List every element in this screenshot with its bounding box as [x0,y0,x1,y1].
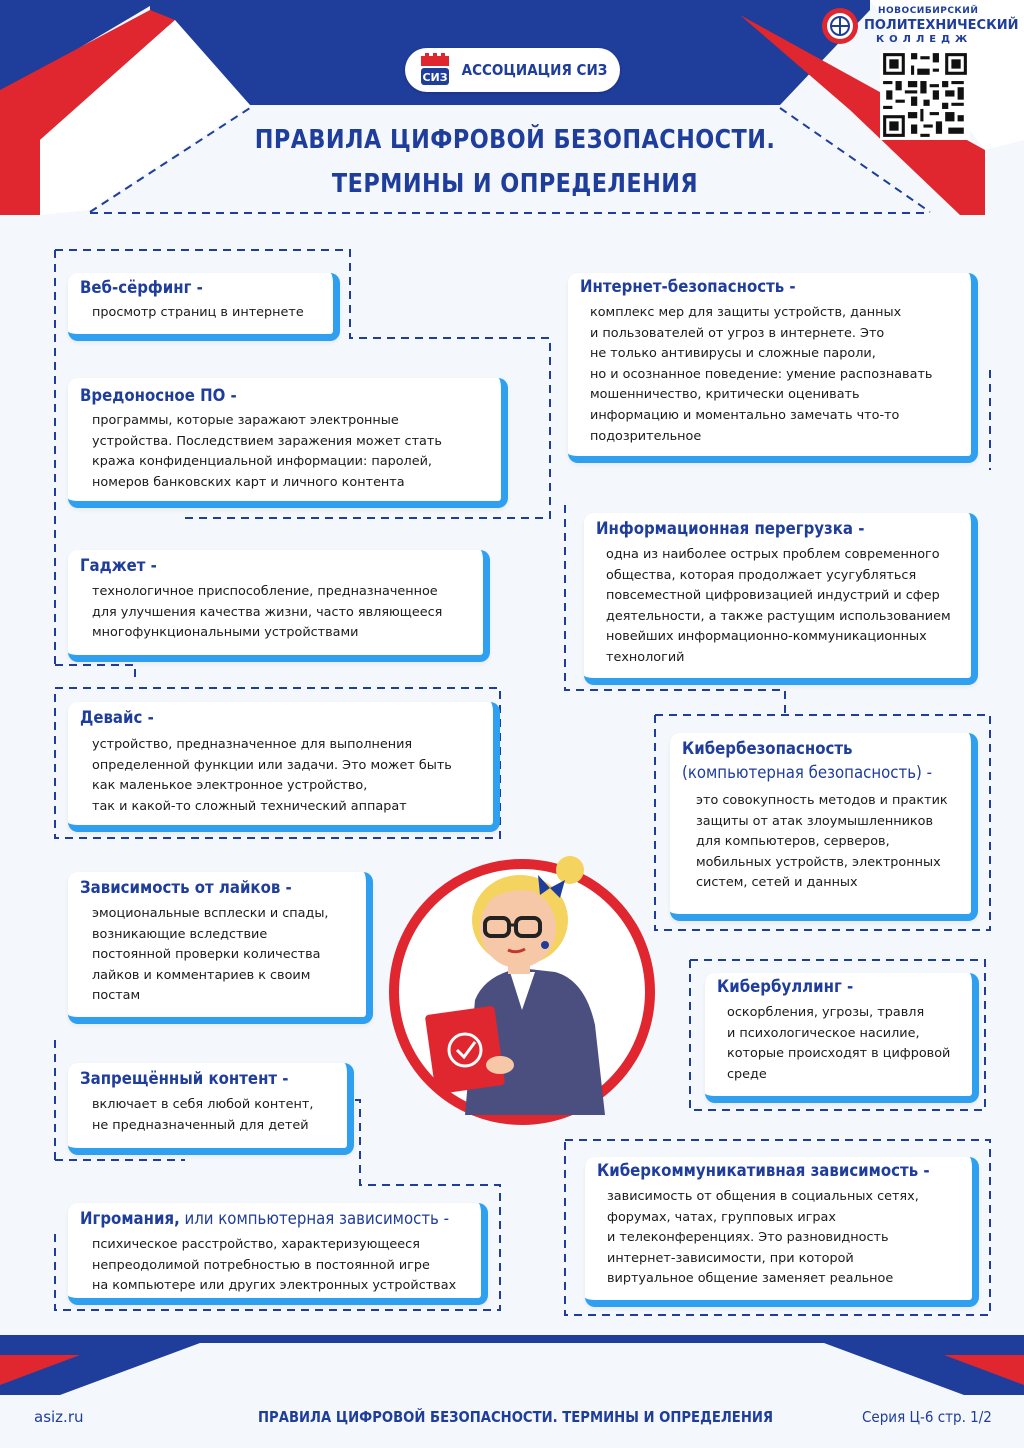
card-cybercommunication-addiction [585,1157,979,1307]
term-definition: программы, которые заражают электронные устройства. Последствием заражения может стать кража конфиденциальной информации: паролей, номеров банковских карт и личного контента [92,413,442,490]
term-definition: зависимость от общения в социальных сетях, форумах, чатах, групповых играх и телеконференциях. Это разновидность интернет-зависимости, при которой виртуальное общение заменяет реальное [607,1189,919,1287]
term-title: Информационная перегрузка - [596,519,865,539]
term-title: Кибербезопасность [682,739,853,759]
college-line-1: НОВОСИБИРСКИЙ [878,6,979,16]
card-gadget [68,550,490,662]
title-line-2: ТЕРМИНЫ И ОПРЕДЕЛЕНИЯ [331,169,699,199]
card-cybersecurity [670,733,978,921]
term-title: Зависимость от лайков - [80,878,292,898]
card-web-surfing [68,273,340,341]
term-title: Запрещённый контент - [80,1069,289,1089]
term-definition: комплекс мер для защиты устройств, данных и пользователей от угроз в интернете. Это не только антивирусы и сложные пароли, но и осознанное поведение: умение распознавать мошенничество, критически оценивать информацию и моментально замечать что-то подозрительное [590,305,933,444]
card-like-addiction [68,872,373,1024]
card-information-overload [584,513,978,685]
term-definition: одна из наиболее острых проблем современного общества, которая продолжает усугубляться повсеместной цифровизацией индустрий и сфер деятельности, а также растущим использованием новейших информационно-коммуникационных технологий [606,547,951,665]
college-line-3: КОЛЛЕДЖ [876,34,973,45]
term-title: Кибербуллинг - [717,977,854,997]
college-line-2: ПОЛИТЕХНИЧЕСКИЙ [864,18,1019,33]
teacher-illustration-icon [380,850,665,1135]
term-definition: устройство, предназначенное для выполнения определенной функции или задачи. Это может быть как маленькое электронное устройство, так и какой-то сложный технический аппарат [92,737,452,814]
footer-title: ПРАВИЛА ЦИФРОВОЙ БЕЗОПАСНОСТИ. ТЕРМИНЫ И ОПРЕДЕЛЕНИЯ [258,1408,774,1426]
term-definition: оскорбления, угрозы, травля и психологическое насилие, которые происходят в цифровой среде [727,1005,951,1082]
card-device [68,702,500,832]
term-title: Девайс - [80,708,154,728]
term-definition: эмоциональные всплески и спады, возникающие вследствие постоянной проверки количества лайков и комментариев к своим постам [92,906,329,1004]
card-malware [68,378,508,508]
term-definition: технологичное приспособление, предназначенное для улучшения качества жизни, часто являющееся многофункциональными устройствами [92,584,443,641]
term-definition: просмотр страниц в интернете [92,305,304,320]
term-title-rest: или компьютерная зависимость - [179,1209,450,1229]
term-title [80,1209,449,1229]
term-title: Веб-сёрфинг - [80,278,203,298]
card-cyberbullying [705,973,979,1103]
term-title-main: Игромания, [80,1209,180,1229]
term-definition: включает в себя любой контент, не предназначенный для детей [92,1097,314,1133]
card-gaming-addiction [68,1203,488,1305]
term-title: Вредоносное ПО - [80,386,237,406]
term-definition: психическое расстройство, характеризующееся непреодолимой потребностью в постоянной игре на компьютере или других электронных устройствах [92,1237,457,1294]
association-name: АССОЦИАЦИЯ СИЗ [461,61,608,79]
term-title: Гаджет - [80,556,157,576]
footer-site-link[interactable]: asiz.ru [34,1408,84,1426]
footer-series: Серия Ц-6 стр. 1/2 [862,1408,992,1426]
term-definition: это совокупность методов и практик защиты от атак злоумышленников для компьютеров, серверов, мобильных устройств, электронных систем, сетей и данных [696,793,948,891]
term-title: Киберкоммуникативная зависимость - [597,1161,930,1181]
footer-decoration [0,1335,1024,1448]
title-line-1: ПРАВИЛА ЦИФРОВОЙ БЕЗОПАСНОСТИ. [254,125,776,155]
term-title: Интернет-безопасность - [580,277,796,297]
card-forbidden-content [68,1063,354,1155]
svg-text:СИЗ: СИЗ [422,71,448,84]
term-title-rest: (компьютерная безопасность) - [682,763,933,783]
card-internet-security [568,273,978,463]
